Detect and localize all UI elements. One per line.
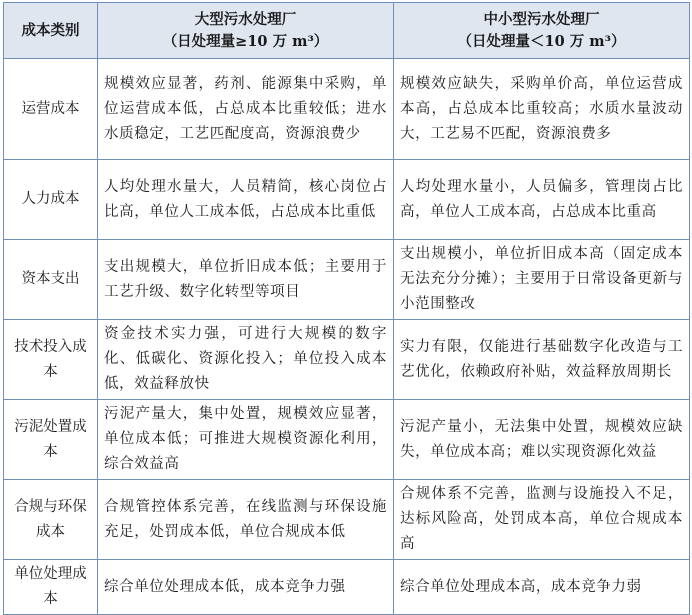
table-row — [4, 160, 690, 240]
header-cost-category: 成本类别 — [4, 3, 98, 59]
small-plant-cell: 综合单位处理成本高，成本竞争力弱 — [394, 560, 690, 615]
large-plant-cell: 综合单位处理成本低，成本竞争力强 — [98, 560, 394, 615]
large-plant-cell: 合规管控体系完善，在线监测与环保设施充足，处罚成本低，单位合规成本低 — [98, 480, 394, 560]
header-small-subtitle: （日处理量＜10 万 m³） — [457, 32, 626, 50]
large-plant-cell: 资金技术实力强，可进行大规模的数字化、低碳化、资源化投入；单位投入成本低，效益释放快 — [98, 320, 394, 400]
table-row — [4, 240, 690, 320]
small-plant-cell: 污泥产量小，无法集中处置，规模效应缺失，单位成本高；难以实现资源化效益 — [394, 400, 690, 480]
row-category: 资本支出 — [4, 240, 98, 320]
large-plant-cell: 污泥产量大，集中处置，规模效应显著，单位成本低；可推进大规模资源化利用，综合效益高 — [98, 400, 394, 480]
small-plant-cell: 实力有限，仅能进行基础数字化改造与工艺优化，依赖政府补贴，效益释放周期长 — [394, 320, 690, 400]
cost-comparison-table — [3, 2, 690, 615]
large-plant-cell: 支出规模大，单位折旧成本低；主要用于工艺升级、数字化转型等项目 — [98, 240, 394, 320]
row-category: 技术投入成本 — [4, 320, 98, 400]
table-row — [4, 59, 690, 160]
small-plant-cell: 合规体系不完善，监测与设施投入不足，达标风险高，处罚成本高，单位合规成本高 — [394, 480, 690, 560]
large-plant-cell: 规模效应显著，药剂、能源集中采购，单位运营成本低，占总成本比重较低；进水水质稳定，工艺匹配度高，资源浪费少 — [98, 59, 394, 160]
table-row — [4, 320, 690, 400]
row-category: 合规与环保成本 — [4, 480, 98, 560]
header-small-plant — [394, 3, 690, 59]
small-plant-cell: 规模效应缺失，采购单价高，单位运营成本高，占总成本比重较高；水质水量波动大，工艺易不匹配，资源浪费多 — [394, 59, 690, 160]
table-row — [4, 400, 690, 480]
small-plant-cell: 人均处理水量小，人员偏多，管理岗占比高，单位人工成本高，占总成本比重高 — [394, 160, 690, 240]
small-plant-cell: 支出规模小，单位折旧成本高（固定成本无法充分分摊）；主要用于日常设备更新与小范围整改 — [394, 240, 690, 320]
header-large-plant — [98, 3, 394, 59]
header-large-subtitle: （日处理量≥10 万 m³） — [162, 32, 329, 50]
header-large-title: 大型污水处理厂 — [194, 10, 297, 28]
row-category: 单位处理成本 — [4, 560, 98, 615]
header-small-title: 中小型污水处理厂 — [483, 10, 600, 28]
row-category: 污泥处置成本 — [4, 400, 98, 480]
large-plant-cell: 人均处理水量大，人员精简，核心岗位占比高，单位人工成本低，占总成本比重低 — [98, 160, 394, 240]
table-header-row — [4, 3, 690, 59]
table-row — [4, 560, 690, 615]
row-category: 运营成本 — [4, 59, 98, 160]
table-row — [4, 480, 690, 560]
row-category: 人力成本 — [4, 160, 98, 240]
